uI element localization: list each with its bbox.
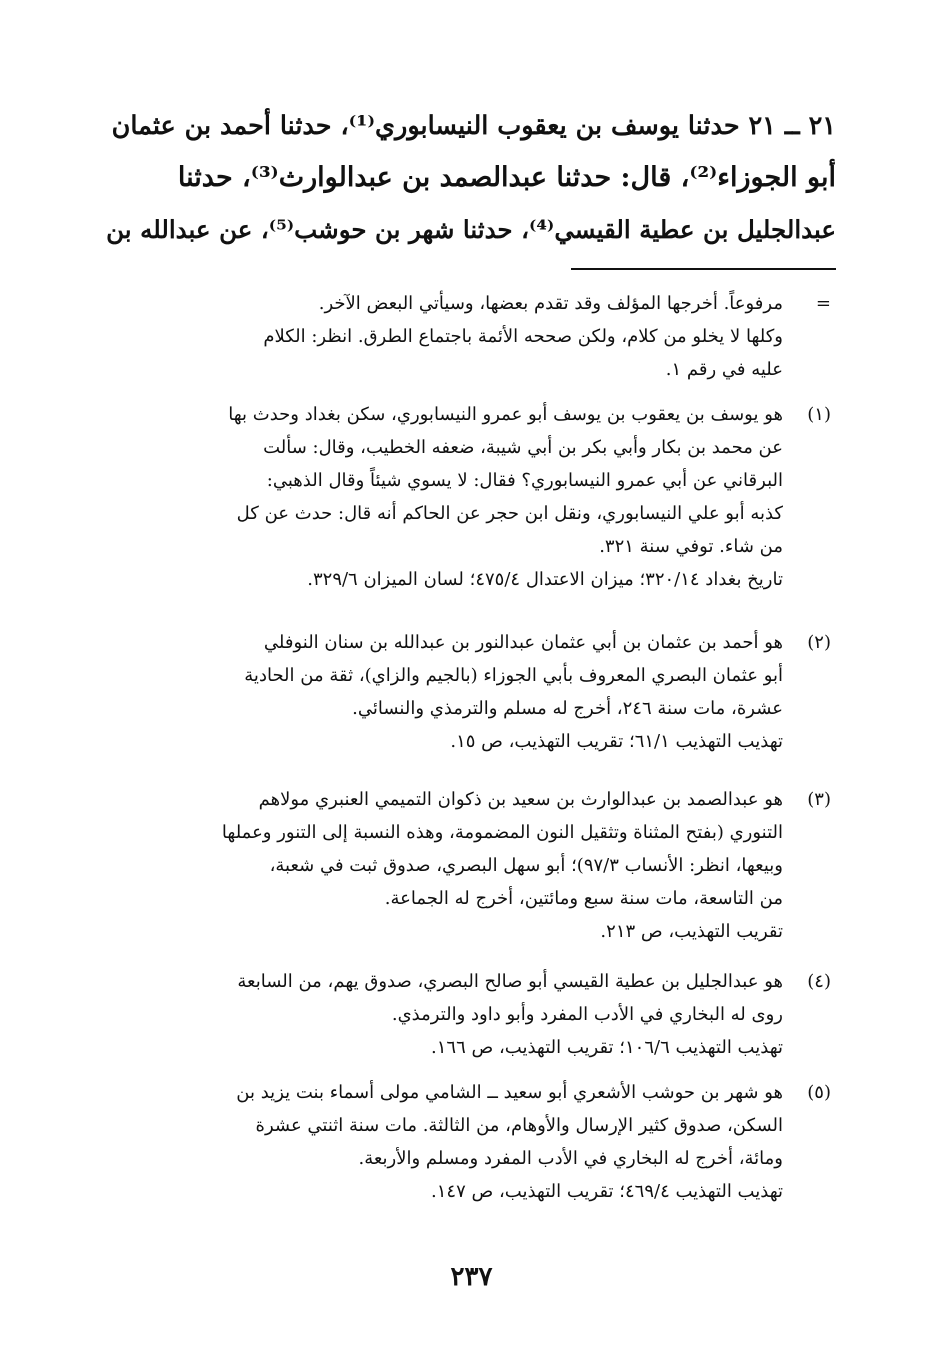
footnote-body [103, 783, 783, 948]
footnote-line: السكن، صدوق كثير الإرسال والأوهام، من الثالثة. مات سنة اثنتي عشرة [255, 1115, 783, 1136]
footnote-line: التنوري (بفتح المثناة وتثقيل النون المضمومة، وهذه النسبة إلى التنور وعملها [221, 822, 783, 843]
footnote-line: روى له البخاري في الأدب المفرد وأبو داود والترمذي. [391, 1004, 783, 1025]
footnote-source: تاريخ بغداد ٣٢٠/١٤؛ ميزان الاعتدال ٤٧٥/٤؛ لسان الميزان ٣٢٩/٦. [307, 569, 783, 590]
footnote-line: عن محمد بن بكار وأبي بكر بن أبي شيبة، ضعفه الخطيب، وقال: سألت [263, 437, 783, 458]
footnote-body [103, 398, 783, 596]
footnote-line: عليه في رقم ١. [665, 359, 783, 380]
footnote-marker: = [815, 293, 831, 314]
page-number: ٢٣٧ [450, 1262, 493, 1292]
footnote-line: من شاء. توفي سنة ٣٢١. [599, 536, 783, 557]
footnote-line: كذبه أبو علي النيسابوري، ونقل ابن حجر عن الحاكم أنه قال: حدث عن كل [236, 503, 783, 524]
footnote-line: هو أحمد بن عثمان بن أبي عثمان عبدالنور بن عبدالله بن سنان النوفلي [263, 632, 783, 653]
main-text-line: ٢١ ــ ٢١ حدثنا يوسف بن يعقوب النيسابوري⁽¹⁾، حدثنا أحمد بن عثمان [111, 111, 836, 141]
footnote-line: هو عبدالصمد بن عبدالوارث بن سعيد بن ذكوان التميمي العنبري مولاهم [258, 789, 783, 810]
footnote-line: وكلها لا يخلو من كلام، ولكن صححه الأئمة باجتماع الطرق. انظر: الكلام [263, 326, 783, 347]
footnote-body [103, 965, 783, 1064]
footnote-line: هو عبدالجليل بن عطية القيسي أبو صالح البصري، صدوق يهم، من السابعة [237, 971, 783, 992]
footnote-source: تهذيب التهذيب ٤٦٩/٤؛ تقريب التهذيب، ص ١٤٧. [431, 1181, 783, 1202]
footnote-line: هو يوسف بن يعقوب بن يوسف أبو عمرو النيسابوري، سكن بغداد وحدث بها [228, 404, 783, 425]
footnote-marker: (٢) [807, 632, 831, 653]
footnote-line: من التاسعة، مات سنة سبع ومائتين، أخرج له الجماعة. [384, 888, 783, 909]
footnote-marker: (٥) [807, 1082, 831, 1103]
footnote-line: هو شهر بن حوشب الأشعري أبو سعيد ــ الشامي مولى أسماء بنت يزيد بن [236, 1082, 783, 1103]
footnote-line: وبيعها، انظر: الأنساب ٩٧/٣)؛ أبو سهل البصري، صدوق ثبت في شعبة، [269, 855, 783, 876]
main-text-line: عبدالجليل بن عطية القيسي⁽⁴⁾، حدثنا شهر بن حوشب⁽⁵⁾، عن عبدالله بن [106, 215, 836, 244]
main-text-line: أبو الجوزاء⁽²⁾، قال: حدثنا عبدالصمد بن عبدالوارث⁽³⁾، حدثنا [177, 162, 836, 193]
footnote-line: أبو عثمان البصري المعروف بأبي الجوزاء (بالجيم والزاي)، ثقة من الحادية [244, 665, 783, 686]
footnote-body [103, 626, 783, 758]
footnote-source: تهذيب التهذيب ٦١/١؛ تقريب التهذيب، ص ١٥. [450, 731, 783, 752]
main-text [106, 100, 836, 256]
footnote-separator [571, 268, 836, 270]
footnote-source: تقريب التهذيب، ص ٢١٣. [600, 921, 783, 942]
footnote-body [103, 287, 783, 386]
footnote-line: مرفوعاً. أخرجها المؤلف وقد تقدم بعضها، وسيأتي البعض الآخر. [318, 293, 783, 314]
footnote-body [103, 1076, 783, 1208]
footnote-line: البرقاني عن أبي عمرو النيسابوري؟ فقال: لا يسوي شيئاً وقال الذهبي: [266, 470, 783, 491]
footnote-marker: (٣) [807, 789, 831, 810]
footnote-line: ومائة، أخرج له البخاري في الأدب المفرد ومسلم والأربعة. [358, 1148, 783, 1169]
footnote-marker: (٤) [807, 971, 831, 992]
footnote-line: عشرة، مات سنة ٢٤٦، أخرج له مسلم والترمذي والنسائي. [352, 698, 783, 719]
footnote-source: تهذيب التهذيب ١٠٦/٦؛ تقريب التهذيب، ص ١٦٦. [431, 1037, 783, 1058]
footnote-marker: (١) [807, 404, 831, 425]
